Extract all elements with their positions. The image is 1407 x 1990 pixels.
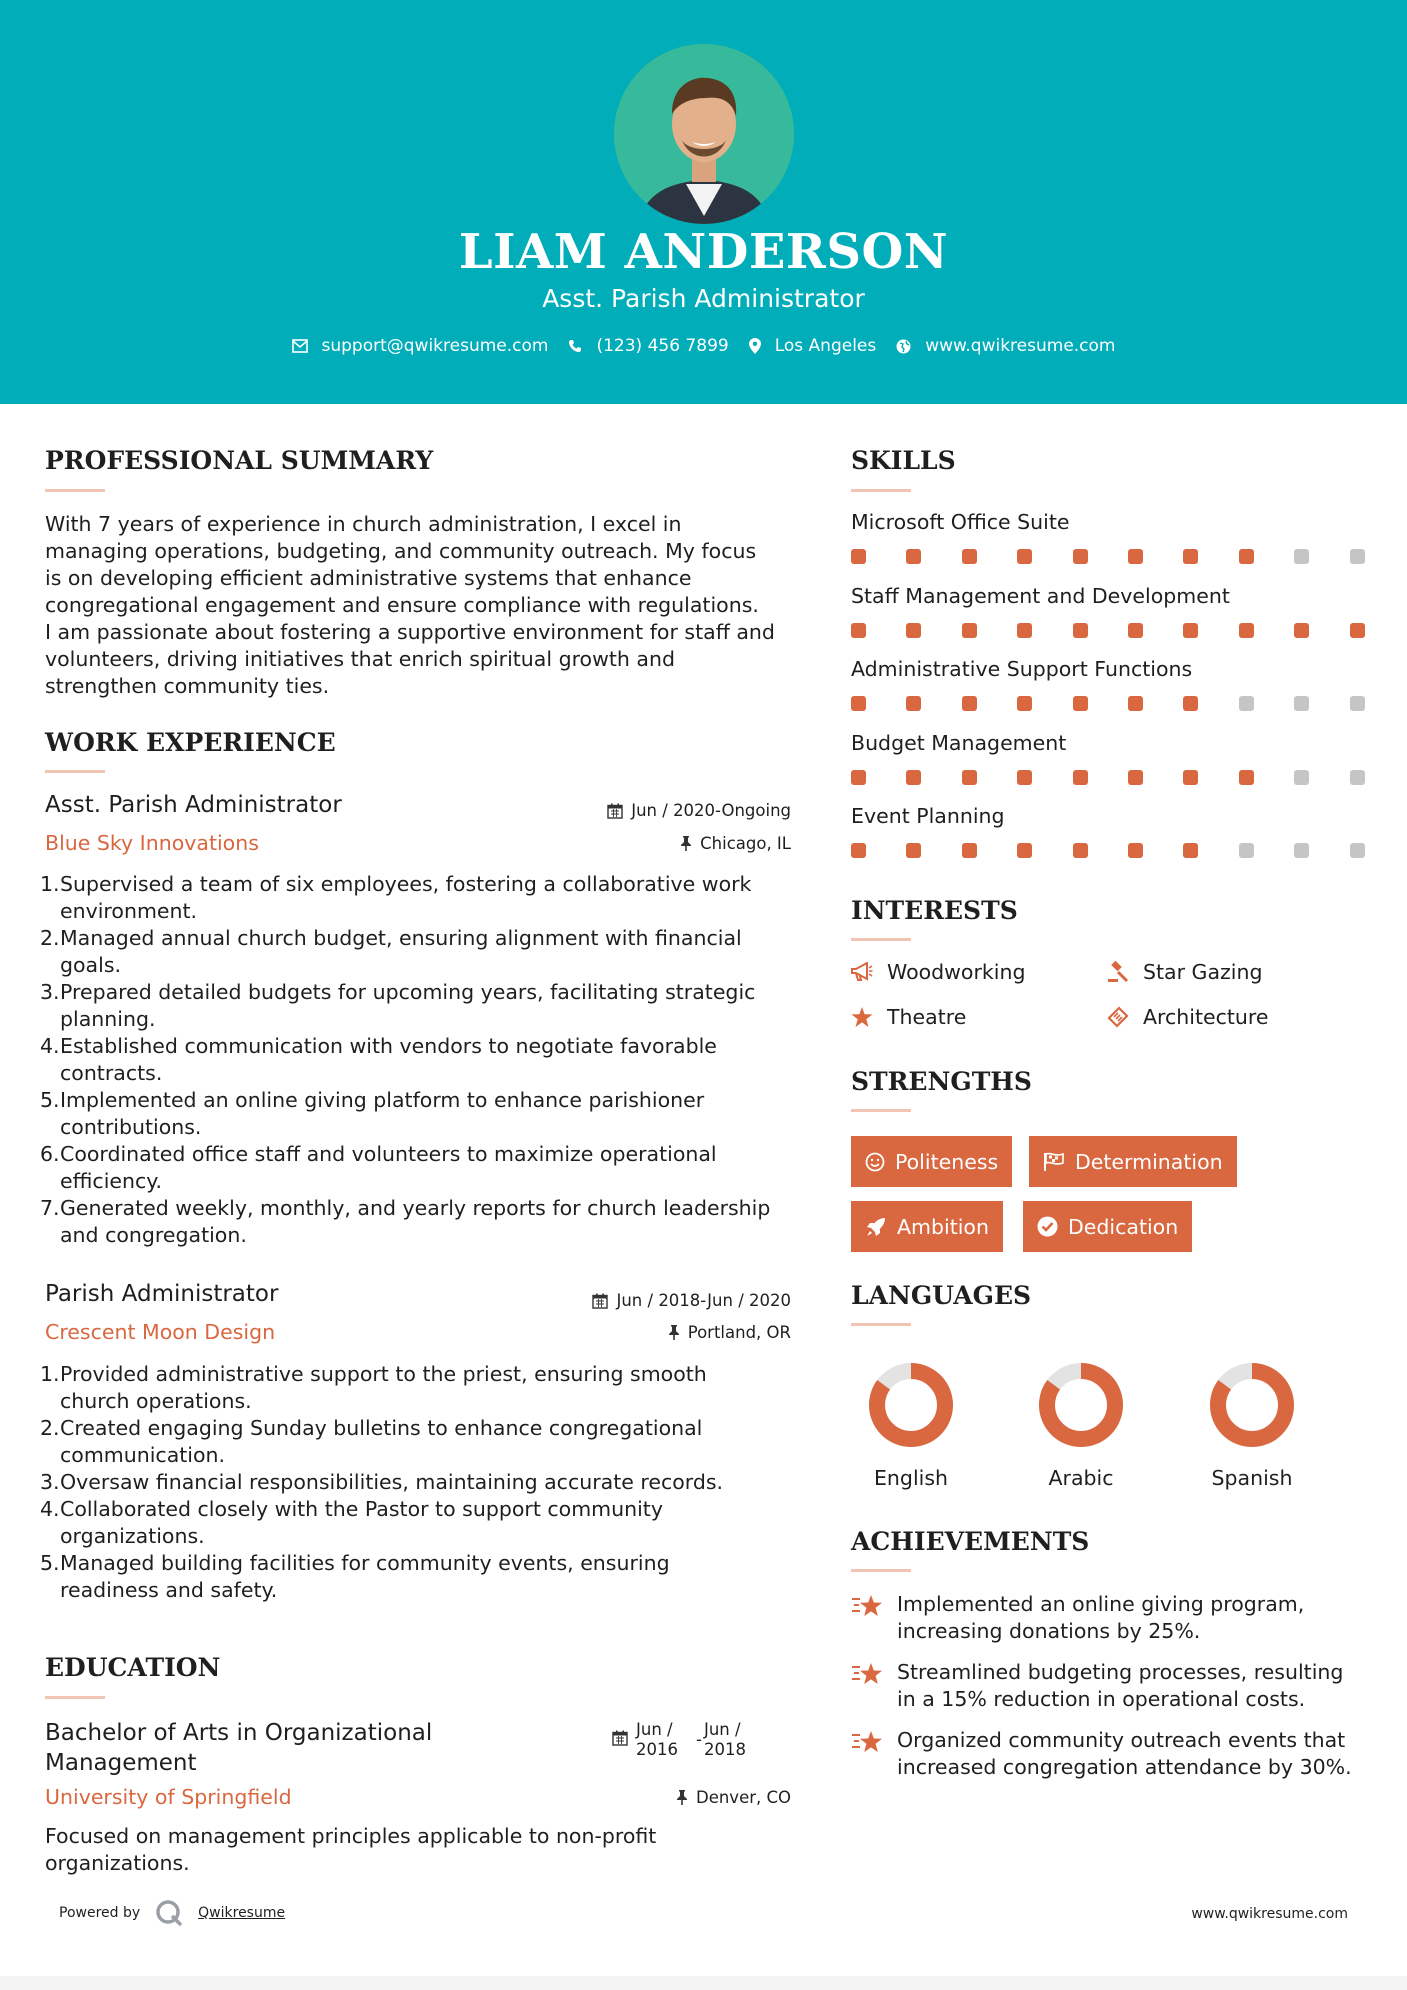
list-line: and congregation. — [60, 1223, 247, 1247]
list-line: Generated weekly, monthly, and yearly reports for church leadership — [60, 1196, 771, 1220]
skill-dot-filled — [1183, 696, 1198, 711]
star-burst-icon — [851, 1661, 885, 1687]
star-burst-icon — [851, 1593, 885, 1619]
summary-text — [45, 511, 805, 700]
education-date-start — [636, 1720, 678, 1760]
globe-icon — [896, 339, 911, 354]
list-line: Created engaging Sunday bulletins to enhance congregational — [60, 1416, 703, 1440]
list-line: contracts. — [60, 1061, 163, 1085]
education-line: organizations. — [45, 1851, 190, 1875]
language-ring — [1209, 1362, 1295, 1448]
interests-rule — [851, 938, 911, 941]
phone-text: (123) 456 7899 — [596, 336, 729, 356]
skill-name: Administrative Support Functions — [851, 657, 1193, 681]
list-item — [40, 1496, 810, 1550]
list-line: Managed annual church budget, ensuring alignment with financial — [60, 926, 742, 950]
achievements-heading: ACHIEVEMENTS — [851, 1527, 1090, 1556]
achievement-line: in a 15% reduction in operational costs. — [897, 1687, 1306, 1711]
skill-dot-filled — [1239, 623, 1254, 638]
list-item — [40, 1550, 810, 1604]
contact-location — [749, 336, 877, 356]
email-text: support@qwikresume.com — [321, 336, 549, 356]
skill-dot-filled — [1073, 770, 1088, 785]
skill-dot-filled — [1073, 696, 1088, 711]
skill-dot-filled — [1017, 549, 1032, 564]
list-item — [40, 1361, 810, 1415]
education-date-end — [704, 1720, 746, 1760]
list-number: 2. — [40, 1416, 60, 1440]
interest-label: Architecture — [1143, 1005, 1269, 1029]
degree-title — [45, 1718, 432, 1778]
interest-star-gazing — [1107, 960, 1262, 984]
skill-dot-empty — [1239, 843, 1254, 858]
skill-dot-filled — [962, 549, 977, 564]
skill-dot-filled — [906, 843, 921, 858]
list-item — [40, 1469, 810, 1496]
achievement-line: increased congregation attendance by 30%. — [897, 1755, 1352, 1779]
skill-dot-filled — [851, 623, 866, 638]
job-responsibilities — [40, 1361, 810, 1604]
summary-line: managing operations, budgeting, and community outreach. My focus — [45, 539, 757, 563]
strength-badge — [1029, 1136, 1237, 1187]
skill-dot-filled — [962, 770, 977, 785]
summary-line: volunteers, driving initiatives that enrich spiritual growth and — [45, 647, 675, 671]
date-line: Jun / — [703, 1720, 741, 1739]
interest-label: Theatre — [887, 1005, 967, 1029]
skill-dot-filled — [1017, 623, 1032, 638]
summary-line: is on developing efficient administrative systems that enhance — [45, 566, 692, 590]
job-title: Asst. Parish Administrator — [45, 792, 342, 818]
list-line: Collaborated closely with the Pastor to support community — [60, 1497, 663, 1521]
skill-rating — [851, 623, 1405, 638]
skill-dot-filled — [962, 623, 977, 638]
skill-name: Staff Management and Development — [851, 583, 1230, 608]
date-line: 2018 — [703, 1740, 746, 1759]
achievement-text — [897, 1727, 1352, 1781]
achievement-line: Streamlined budgeting processes, resulting — [897, 1660, 1344, 1684]
list-line: Oversaw financial responsibilities, maintaining accurate records. — [60, 1470, 724, 1494]
language-label: Arabic — [1048, 1466, 1114, 1490]
rocket-icon — [865, 1216, 887, 1238]
job-date — [592, 1291, 791, 1310]
summary-rule — [45, 489, 105, 492]
strengths-heading: STRENGTHS — [851, 1067, 1032, 1096]
calendar-icon — [607, 803, 623, 819]
strengths-rule — [851, 1109, 911, 1112]
interest-label: Star Gazing — [1143, 960, 1263, 984]
list-line: efficiency. — [60, 1169, 162, 1193]
contact-phone[interactable] — [568, 336, 728, 356]
skill-dot-filled — [851, 696, 866, 711]
list-number: 3. — [40, 980, 60, 1004]
skill-dot-filled — [1128, 549, 1143, 564]
list-number: 4. — [40, 1034, 60, 1058]
star-burst-icon — [851, 1729, 885, 1755]
list-item — [40, 1195, 810, 1249]
education-date — [612, 1720, 746, 1760]
strength-badge — [851, 1136, 1012, 1187]
candidate-name: LIAM ANDERSON — [458, 224, 949, 280]
skill-dot-filled — [906, 549, 921, 564]
ticket-icon — [1107, 1006, 1129, 1028]
achievement-line: increasing donations by 25%. — [897, 1619, 1201, 1643]
list-line: church operations. — [60, 1389, 252, 1413]
education-line: Focused on management principles applicable to non-profit — [45, 1824, 657, 1848]
job-location-text: Chicago, IL — [700, 834, 791, 853]
skill-dot-empty — [1350, 770, 1365, 785]
summary-line: With 7 years of experience in church administration, I excel in — [45, 512, 682, 536]
candidate-title: Asst. Parish Administrator — [542, 284, 865, 313]
skill-dot-filled — [1128, 696, 1143, 711]
profile-photo-icon — [614, 44, 794, 224]
avatar — [614, 44, 794, 224]
location-text: Los Angeles — [774, 336, 877, 356]
education-location — [676, 1788, 791, 1807]
skill-dot-filled — [851, 549, 866, 564]
experience-rule — [45, 770, 105, 773]
achievement-item — [851, 1659, 1343, 1713]
skill-rating — [851, 549, 1405, 564]
achievement-text — [897, 1591, 1304, 1645]
contact-email[interactable] — [292, 336, 549, 356]
list-line: goals. — [60, 953, 122, 977]
list-number: 7. — [40, 1196, 60, 1220]
skill-dot-filled — [1073, 549, 1088, 564]
skill-dot-filled — [962, 696, 977, 711]
strength-label: Ambition — [897, 1214, 989, 1239]
list-line: communication. — [60, 1443, 226, 1467]
calendar-icon — [592, 1293, 608, 1309]
pushpin-icon — [668, 1325, 680, 1340]
flag-icon — [1043, 1152, 1065, 1172]
skill-dot-filled — [1128, 623, 1143, 638]
interest-theatre — [851, 1005, 966, 1029]
skill-name: Microsoft Office Suite — [851, 510, 1070, 534]
website-text: www.qwikresume.com — [925, 336, 1116, 356]
skill-dot-filled — [1128, 770, 1143, 785]
summary-line: strengthen community ties. — [45, 674, 330, 698]
language-ring — [868, 1362, 954, 1448]
skill-dot-filled — [1017, 696, 1032, 711]
skill-dot-filled — [1350, 623, 1365, 638]
skill-dot-empty — [1350, 843, 1365, 858]
list-number: 3. — [40, 1470, 60, 1494]
skill-dot-filled — [1128, 843, 1143, 858]
powered-by — [59, 1898, 285, 1928]
language-label: English — [873, 1466, 949, 1490]
company-name: Blue Sky Innovations — [45, 831, 259, 855]
date-dash: - — [696, 1730, 702, 1749]
list-item — [40, 871, 810, 925]
job-responsibilities — [40, 871, 810, 1249]
skill-dot-empty — [1239, 696, 1254, 711]
megaphone-icon — [851, 962, 873, 982]
achievement-text — [897, 1659, 1343, 1713]
calendar-icon — [612, 1730, 628, 1746]
brand-link[interactable]: Qwikresume — [198, 1905, 286, 1921]
job-date — [607, 801, 791, 820]
job-location — [680, 834, 791, 853]
strength-label: Politeness — [895, 1149, 999, 1174]
list-line: Coordinated office staff and volunteers to maximize operational — [60, 1142, 717, 1166]
job-location — [668, 1323, 791, 1342]
skill-dot-filled — [1073, 623, 1088, 638]
skill-dot-empty — [1294, 770, 1309, 785]
list-line: Provided administrative support to the priest, ensuring smooth — [60, 1362, 707, 1386]
skill-name: Event Planning — [851, 804, 1005, 828]
skill-name: Budget Management — [851, 730, 1067, 755]
achievement-line: Implemented an online giving program, — [897, 1592, 1305, 1616]
list-line: Managed building facilities for community events, ensuring — [60, 1551, 670, 1575]
list-number: 1. — [40, 872, 60, 896]
skill-dot-filled — [1239, 549, 1254, 564]
list-item — [40, 1087, 810, 1141]
school-name: University of Springfield — [45, 1785, 292, 1809]
list-number: 6. — [40, 1142, 60, 1166]
strength-badge — [851, 1201, 1003, 1252]
phone-icon — [568, 339, 582, 353]
achievement-item — [851, 1727, 1352, 1781]
envelope-icon — [292, 339, 308, 353]
education-heading: EDUCATION — [45, 1653, 221, 1682]
powered-by-text: Powered by — [59, 1905, 141, 1921]
skill-dot-empty — [1294, 843, 1309, 858]
skill-dot-filled — [1073, 843, 1088, 858]
job-date-text: Jun / 2018-Jun / 2020 — [616, 1291, 791, 1310]
list-line: Prepared detailed budgets for upcoming years, facilitating strategic — [60, 980, 756, 1004]
skill-dot-filled — [1183, 623, 1198, 638]
list-number: 1. — [40, 1362, 60, 1386]
skill-dot-filled — [851, 770, 866, 785]
skill-dot-empty — [1350, 549, 1365, 564]
skills-heading: SKILLS — [851, 446, 956, 475]
languages-heading: LANGUAGES — [851, 1281, 1032, 1310]
skill-rating — [851, 843, 1405, 858]
experience-heading: WORK EXPERIENCE — [45, 728, 336, 757]
language-label: Spanish — [1211, 1466, 1293, 1490]
job-title: Parish Administrator — [45, 1281, 279, 1307]
job-location-text: Portland, OR — [687, 1323, 791, 1342]
star-icon — [851, 1007, 873, 1028]
skill-dot-filled — [1183, 549, 1198, 564]
list-number: 2. — [40, 926, 60, 950]
date-line: Jun / — [636, 1720, 673, 1739]
list-line: Implemented an online giving platform to enhance parishioner — [60, 1088, 705, 1112]
skill-dot-filled — [906, 770, 921, 785]
degree-line: Bachelor of Arts in Organizational — [45, 1720, 433, 1746]
strength-label: Dedication — [1068, 1214, 1179, 1239]
skill-dot-filled — [1183, 843, 1198, 858]
skill-dot-filled — [1294, 623, 1309, 638]
list-line: Supervised a team of six employees, fostering a collaborative work — [60, 872, 752, 896]
summary-line: congregational engagement and ensure compliance with regulations. — [45, 593, 759, 617]
skills-rule — [851, 489, 911, 492]
skill-dot-empty — [1294, 549, 1309, 564]
check-circle-icon — [1037, 1216, 1058, 1237]
list-item — [40, 1141, 810, 1195]
strength-badge — [1023, 1201, 1192, 1252]
date-line: 2016 — [636, 1740, 678, 1759]
map-pin-icon — [749, 338, 761, 354]
interest-architecture — [1107, 1005, 1269, 1029]
skill-dot-filled — [1017, 843, 1032, 858]
list-item — [40, 1033, 810, 1087]
interests-heading: INTERESTS — [851, 896, 1018, 925]
list-line: readiness and safety. — [60, 1578, 278, 1602]
summary-line: I am passionate about fostering a supportive environment for staff and — [45, 620, 775, 644]
list-number: 4. — [40, 1497, 60, 1521]
achievement-item — [851, 1591, 1304, 1645]
degree-line: Management — [45, 1750, 197, 1776]
summary-heading: PROFESSIONAL SUMMARY — [45, 446, 434, 475]
strength-label: Determination — [1075, 1149, 1223, 1174]
interest-woodworking — [851, 960, 1025, 984]
list-item — [40, 925, 810, 979]
skill-dot-empty — [1294, 696, 1309, 711]
company-name: Crescent Moon Design — [45, 1320, 276, 1344]
skill-dot-filled — [962, 843, 977, 858]
footer-website[interactable]: www.qwikresume.com — [1191, 1906, 1348, 1922]
skill-rating — [851, 696, 1405, 711]
education-location-text: Denver, CO — [695, 1788, 791, 1807]
list-line: Established communication with vendors to negotiate favorable — [60, 1034, 717, 1058]
list-line: planning. — [60, 1007, 156, 1031]
skill-dot-filled — [1183, 770, 1198, 785]
job-date-text: Jun / 2020-Ongoing — [631, 801, 791, 820]
contact-website[interactable] — [896, 336, 1115, 356]
languages-rule — [851, 1323, 911, 1326]
education-rule — [45, 1696, 105, 1699]
language-ring — [1038, 1362, 1124, 1448]
achievements-rule — [851, 1569, 911, 1572]
achievement-line: Organized community outreach events that — [897, 1728, 1346, 1752]
list-item — [40, 1415, 810, 1469]
list-item — [40, 979, 810, 1033]
pushpin-icon — [680, 836, 692, 851]
qwikresume-logo-icon — [154, 1898, 184, 1928]
skill-dot-filled — [1239, 770, 1254, 785]
page-bottom-strip — [0, 1976, 1407, 1990]
skill-dot-filled — [906, 623, 921, 638]
list-line: environment. — [60, 899, 198, 923]
skill-rating — [851, 770, 1405, 785]
list-number: 5. — [40, 1551, 60, 1575]
skill-dot-filled — [906, 696, 921, 711]
contact-bar — [0, 336, 1407, 356]
list-number: 5. — [40, 1088, 60, 1112]
list-line: contributions. — [60, 1115, 202, 1139]
skill-dot-filled — [1017, 770, 1032, 785]
pushpin-icon — [676, 1790, 688, 1805]
education-description — [45, 1823, 805, 1877]
list-line: organizations. — [60, 1524, 205, 1548]
header-banner — [0, 0, 1407, 404]
skill-dot-empty — [1350, 696, 1365, 711]
gavel-icon — [1107, 961, 1129, 983]
smile-icon — [865, 1152, 885, 1172]
interest-label: Woodworking — [887, 960, 1026, 984]
skill-dot-filled — [851, 843, 866, 858]
